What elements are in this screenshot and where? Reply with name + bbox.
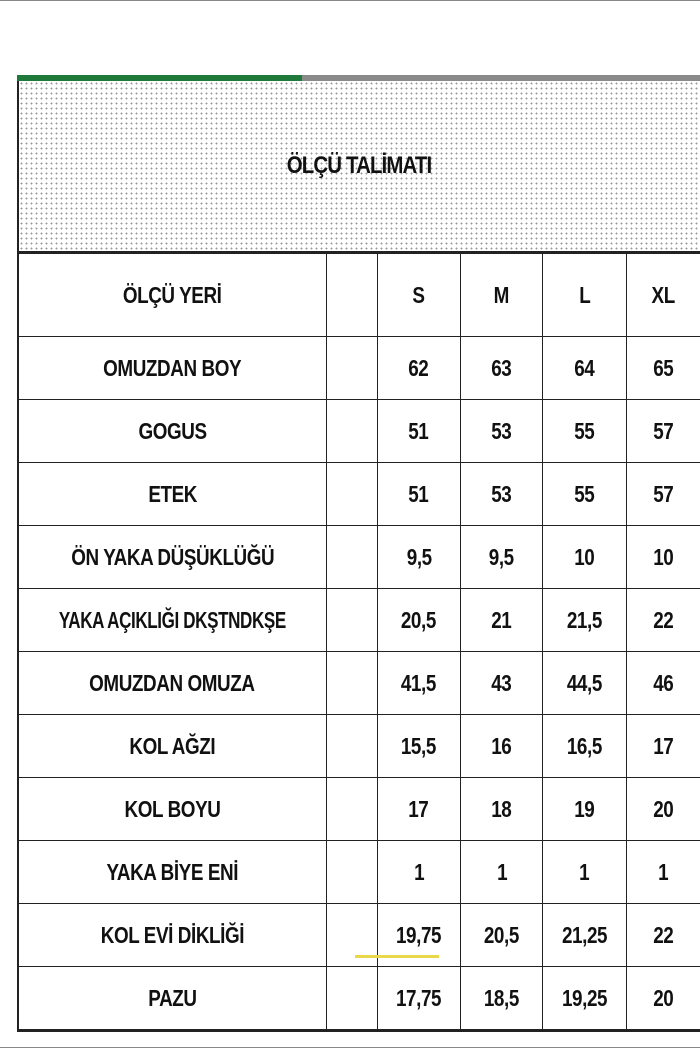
value-m: 43 [460,652,543,715]
value-xl: 20 [626,967,700,1031]
blank-cell [326,526,377,589]
value-xl: 65 [626,337,700,400]
value-xl: 22 [626,589,700,652]
value-xl: 10 [626,526,700,589]
row-label: KOL EVİ DİKLİĞİ [18,904,326,967]
row-label: PAZU [18,967,326,1031]
value-xl: 22 [626,904,700,967]
row-label: YAKA BİYE ENİ [18,841,326,904]
row-label: ETEK [18,463,326,526]
table-row [18,967,700,1031]
header-label-cell: ÖLÇÜ YERİ [18,254,326,337]
size-chart-sheet [17,75,700,1011]
value-xl: 1 [626,841,700,904]
value-s: 20,5 [377,589,460,652]
value-l: 19 [543,778,626,841]
selection-marker [355,955,439,958]
row-label: ÖN YAKA DÜŞÜKLÜĞÜ [18,526,326,589]
table-row [18,400,700,463]
row-label: OMUZDAN BOY [18,337,326,400]
blank-cell [326,589,377,652]
top-rule [0,0,700,1]
value-m: 21 [460,589,543,652]
table-row [18,526,700,589]
chart-title: ÖLÇÜ TALİMATI [287,152,432,179]
blank-cell [326,967,377,1031]
value-l: 64 [543,337,626,400]
size-table [17,253,700,1032]
row-label: GOGUS [18,400,326,463]
blank-cell [326,841,377,904]
value-s: 51 [377,463,460,526]
value-xl: 46 [626,652,700,715]
table-row [18,841,700,904]
value-s: 1 [377,841,460,904]
value-s: 15,5 [377,715,460,778]
value-s: 41,5 [377,652,460,715]
blank-cell [326,652,377,715]
blank-cell [326,715,377,778]
value-s: 17,75 [377,967,460,1031]
value-m: 16 [460,715,543,778]
value-s: 19,75 [377,904,460,967]
header-size-m: M [460,254,543,337]
blank-cell [326,400,377,463]
value-m: 63 [460,337,543,400]
value-m: 53 [460,400,543,463]
value-xl: 57 [626,400,700,463]
value-s: 9,5 [377,526,460,589]
value-m: 18 [460,778,543,841]
value-l: 16,5 [543,715,626,778]
table-row [18,715,700,778]
value-l: 21,5 [543,589,626,652]
value-l: 21,25 [543,904,626,967]
value-xl: 17 [626,715,700,778]
value-l: 55 [543,463,626,526]
row-label: YAKA AÇIKLIĞI DKŞTNDKŞE [18,589,326,652]
header-size-xl: XL [626,254,700,337]
value-m: 9,5 [460,526,543,589]
value-s: 51 [377,400,460,463]
bottom-rule [0,1047,700,1048]
header-row [18,254,700,337]
blank-cell [326,337,377,400]
blank-cell [326,463,377,526]
header-size-s: S [377,254,460,337]
table-row [18,652,700,715]
value-m: 20,5 [460,904,543,967]
value-l: 19,25 [543,967,626,1031]
value-l: 10 [543,526,626,589]
table-row [18,589,700,652]
value-m: 1 [460,841,543,904]
blank-column-cell [326,254,377,337]
value-xl: 57 [626,463,700,526]
title-cell [17,81,700,253]
value-xl: 20 [626,778,700,841]
row-label: OMUZDAN OMUZA [18,652,326,715]
table-row [18,463,700,526]
table-row [18,778,700,841]
header-size-l: L [543,254,626,337]
row-label: KOL BOYU [18,778,326,841]
table-row [18,337,700,400]
blank-cell [326,778,377,841]
value-m: 18,5 [460,967,543,1031]
value-m: 53 [460,463,543,526]
value-l: 55 [543,400,626,463]
value-l: 44,5 [543,652,626,715]
row-label: KOL AĞZI [18,715,326,778]
value-s: 62 [377,337,460,400]
value-l: 1 [543,841,626,904]
value-s: 17 [377,778,460,841]
